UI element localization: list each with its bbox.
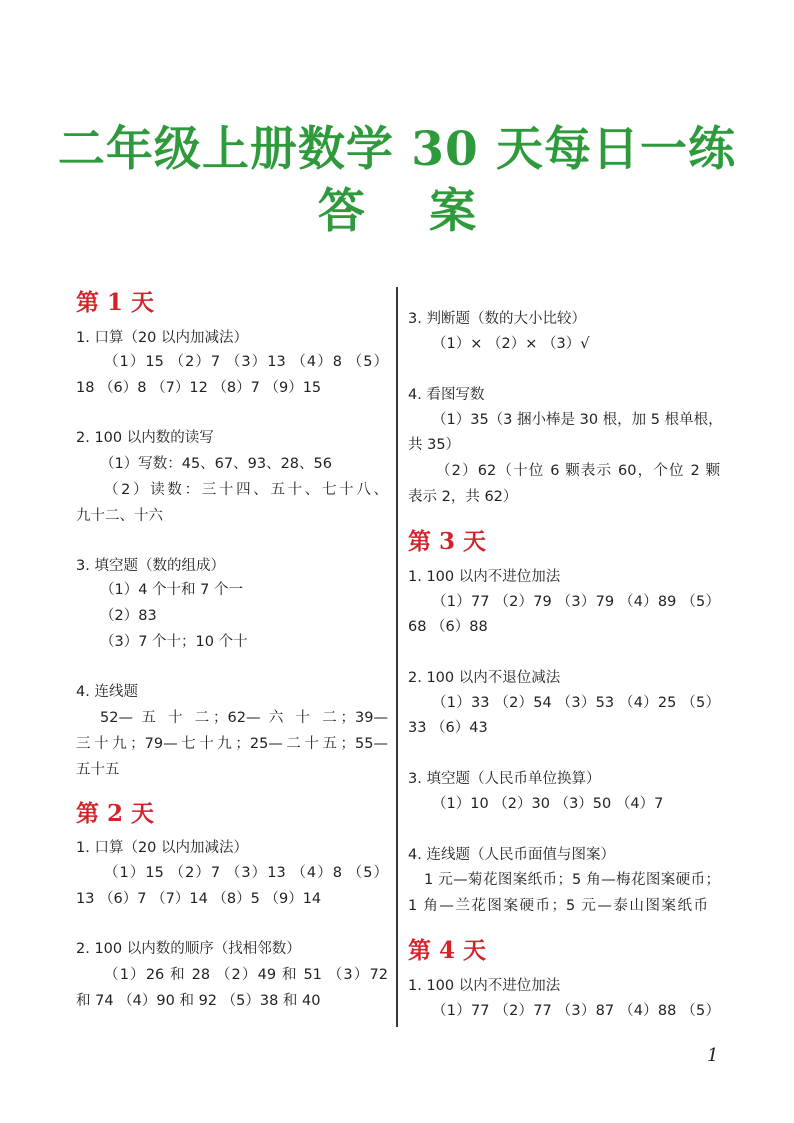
document-title: 二年级上册数学 30 天每日一练	[57, 122, 737, 177]
answer-line: 1 元—菊花图案纸币；5 角—梅花图案硬币；	[424, 872, 720, 888]
answer-line: （1）26 和 28 （2）49 和 51 （3）72	[104, 967, 388, 983]
question-title: 4. 连线题	[76, 684, 138, 700]
answer-line: （1）10 （2）30 （3）50 （4）7	[432, 796, 664, 812]
question-title: 3. 判断题（数的大小比较）	[408, 311, 586, 327]
answer-line: 九十二、十六	[76, 508, 163, 524]
question-title: 4. 看图写数	[408, 387, 485, 403]
question-title: 3. 填空题（数的组成）	[76, 558, 225, 574]
answer-line: （1）35（3 捆小棒是 30 根，加 5 根单根，	[432, 412, 723, 428]
answer-line: （1）4 个十和 7 个一	[100, 582, 244, 598]
question-title: 2. 100 以内不退位减法	[408, 670, 561, 686]
answer-line: （2）62（十位 6 颗表示 60，个位 2 颗	[436, 463, 720, 479]
answer-line: 68 （6）88	[408, 619, 488, 635]
column-divider	[396, 287, 398, 1027]
question-title: 1. 口算（20 以内加减法）	[76, 840, 249, 856]
answer-line: 18 （6）8 （7）12 （8）7 （9）15	[76, 380, 322, 396]
answer-line: 52— 五 十 二；62— 六 十 二；39—	[100, 710, 388, 726]
day-2-heading: 第 2 天	[76, 800, 155, 827]
answer-line: （1）77 （2）77 （3）87 （4）88 （5）	[432, 1003, 720, 1019]
answer-line: 1 角—兰花图案硬币；5 元—泰山图案纸币	[408, 898, 708, 914]
answer-line: 33 （6）43	[408, 720, 488, 736]
answer-line: 13 （6）7 （7）14 （8）5 （9）14	[76, 891, 322, 907]
answer-line: 共 35）	[408, 437, 461, 453]
answer-line: 表示 2，共 62）	[408, 489, 518, 505]
question-title: 2. 100 以内数的顺序（找相邻数）	[76, 941, 301, 957]
question-title: 1. 口算（20 以内加减法）	[76, 330, 249, 346]
question-title: 1. 100 以内不进位加法	[408, 978, 561, 994]
question-title: 4. 连线题（人民币面值与图案）	[408, 847, 615, 863]
question-title: 1. 100 以内不进位加法	[408, 569, 561, 585]
answer-line: （1）15 （2）7 （3）13 （4）8 （5）	[104, 354, 388, 370]
page-number: 1	[707, 1045, 719, 1066]
answer-line: （1）写数：45、67、93、28、56	[100, 456, 332, 472]
answer-line: （1）× （2）× （3）√	[432, 336, 590, 352]
question-title: 3. 填空题（人民币单位换算）	[408, 771, 601, 787]
day-1-heading: 第 1 天	[76, 289, 155, 316]
answer-line: 五十五	[76, 762, 120, 778]
answer-line: （2）83	[100, 608, 157, 624]
answer-line: （2）读数：三十四、五十、七十八、	[104, 482, 388, 498]
answer-line: （1）77 （2）79 （3）79 （4）89 （5）	[432, 594, 720, 610]
answer-line: 和 74 （4）90 和 92 （5）38 和 40	[76, 993, 321, 1009]
question-title: 2. 100 以内数的读写	[76, 430, 214, 446]
day-4-heading: 第 4 天	[408, 937, 487, 964]
answer-line: （1）15 （2）7 （3）13 （4）8 （5）	[104, 865, 388, 881]
answer-line: （3）7 个十；10 个十	[100, 634, 248, 650]
document-subtitle: 答 案	[317, 184, 501, 239]
answer-line: （1）33 （2）54 （3）53 （4）25 （5）	[432, 695, 720, 711]
answer-line: 三十九；79—七十九；25—二十五；55—	[76, 736, 388, 752]
day-3-heading: 第 3 天	[408, 528, 487, 555]
